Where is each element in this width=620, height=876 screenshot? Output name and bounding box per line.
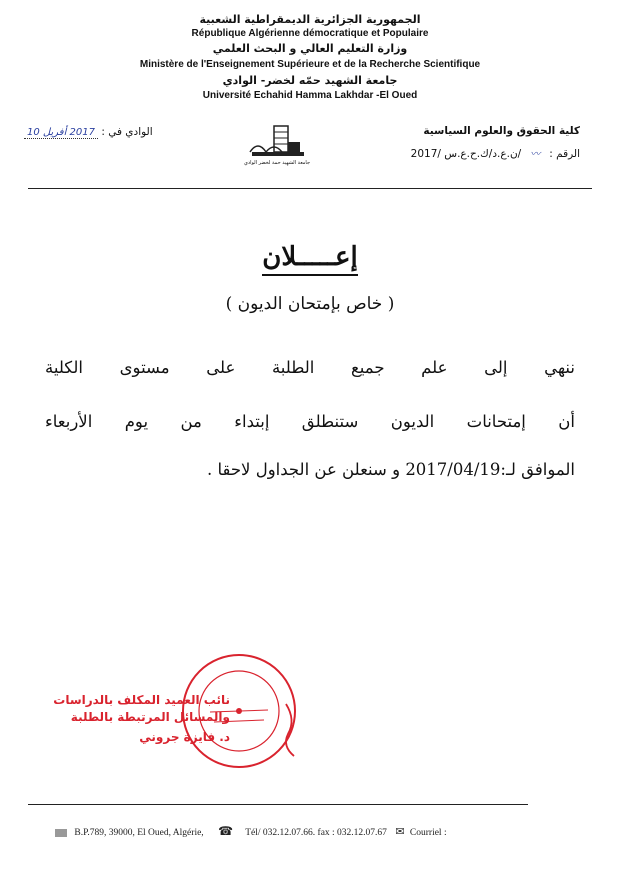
- header-divider: [28, 188, 592, 189]
- signature-block: [40, 692, 230, 746]
- footer-contact: [55, 824, 595, 839]
- announcement-line-2: أن إمتحانات الديون ستنطلق إبتداء من يوم الأربعاء: [45, 412, 575, 431]
- handwritten-date: 2017 أفريل 10: [24, 127, 98, 139]
- footer-address: B.P.789, 39000, El Oued, Algérie,: [74, 828, 204, 838]
- signature-title-2: والمسائل المرتبطة بالطلبة: [70, 710, 230, 724]
- signature-title-1: نائب العميد المكلف بالدراسات: [53, 693, 230, 707]
- telephone-icon: ☎: [218, 824, 234, 838]
- place-label: الوادي في :: [101, 126, 153, 138]
- header-republic-ar: الجمهورية الجزائرية الديمقراطية الشعبية: [199, 13, 421, 26]
- mail-icon: ✉: [395, 826, 405, 838]
- header-ministry-fr: Ministère de l'Enseignement Supérieure et de la Recherche Scientifique: [139, 59, 481, 70]
- university-logo: [244, 122, 310, 172]
- footer-divider: [28, 804, 528, 805]
- handwritten-signature-icon: [280, 700, 302, 760]
- stamp-side-mark: [280, 700, 302, 760]
- reference-suffix: /ن.ع.د/ك.ح.ع.س /2017: [410, 148, 522, 160]
- header-university-fr: Université Echahid Hamma Lakhdar -El Oued: [202, 90, 418, 101]
- header-republic-fr: République Algérienne démocratique et Populaire: [191, 28, 429, 39]
- announcement-subtitle: ( خاص بإمتحان الديون ): [225, 294, 395, 314]
- footer-phone-fax: Tél/ 032.12.07.66. fax : 032.12.07.67: [245, 828, 387, 838]
- announcement-line-3: الموافق لـ:2017/04/19 و سنعلن عن الجداول لاحقا .: [206, 460, 575, 479]
- place-date: [24, 126, 153, 138]
- reference-handwritten-number: 〰: [530, 149, 541, 160]
- announcement-title: [0, 242, 620, 272]
- announcement-title-text: إعـــــلان: [262, 242, 357, 276]
- footer-email-label: Courriel :: [409, 828, 447, 838]
- header-university-ar: جامعة الشهيد حمّه لخضر- الوادي: [222, 74, 398, 87]
- envelope-icon: [55, 829, 67, 837]
- logo-caption: جامعة الشهيد حمة لخضر الوادي: [243, 160, 311, 166]
- reference-label: الرقم :: [549, 148, 580, 160]
- faculty-name: كلية الحقوق والعلوم السياسية: [423, 125, 580, 137]
- reference-number: [411, 145, 580, 160]
- announcement-line-1: ننهي إلى علم جميع الطلبة على مستوى الكلية: [45, 358, 575, 377]
- signature-name: د. فايزة جروني: [139, 730, 230, 744]
- header-ministry-ar: وزارة التعليم العالي و البحث العلمي: [212, 42, 408, 55]
